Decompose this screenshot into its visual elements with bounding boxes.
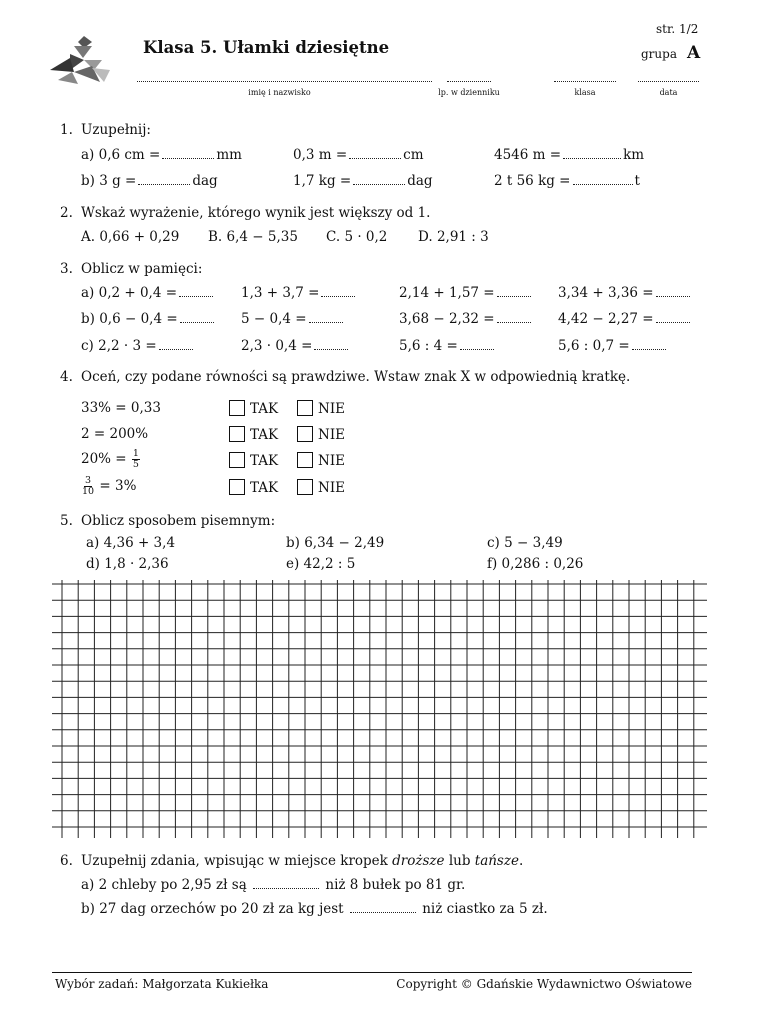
q3-a1: a) 0,2 + 0,4 = [81,285,215,301]
q4-prompt: Oceń, czy podane równości są prawdziwe. Wstaw znak X w odpowiednią kratkę. [81,369,631,385]
q2-option-d[interactable]: D. 2,91 : 3 [418,229,489,245]
q3-c2: 2,3 · 0,4 = [241,338,350,354]
q3-b1: b) 0,6 − 0,4 = [81,311,216,327]
answer-blank[interactable] [309,311,343,323]
q4-equation-3: 20% = $\frac{1}{5}$ [81,448,139,470]
answer-blank[interactable] [563,147,621,159]
q2-option-c[interactable]: C. 5 · 0,2 [326,229,388,245]
number-field-label: lp. w dzienniku [438,88,500,97]
q4-row1-no[interactable]: NIE [297,400,345,417]
q1-a3: 4546 m = km [494,147,645,163]
q1-prompt: Uzupełnij: [81,122,151,138]
answer-blank[interactable] [353,173,405,185]
q3-a4: 3,34 + 3,36 = [558,285,692,301]
page-title: Klasa 5. Ułamki dziesiętne [143,38,390,57]
q3-c3: 5,6 : 4 = [399,338,496,354]
q5-item-f: f) 0,286 : 0,26 [487,556,584,572]
q3-c1: c) 2,2 · 3 = [81,338,195,354]
q1-a1: a) 0,6 cm = mm [81,147,242,163]
q5-item-e: e) 42,2 : 5 [286,556,356,572]
answer-blank[interactable] [350,901,416,913]
class-field-line[interactable] [554,81,616,82]
q3-number: 3. [60,261,73,277]
q3-b4: 4,42 − 2,27 = [558,311,692,327]
q1-number: 1. [60,122,73,138]
q4-equation-1: 33% = 0,33 [81,400,161,416]
q2-option-a[interactable]: A. 0,66 + 0,29 [81,229,180,245]
answer-blank[interactable] [179,285,213,297]
checkbox[interactable] [297,479,313,495]
q4-equation-2: 2 = 200% [81,426,149,442]
q6-sentence-b: b) 27 dag orzechów po 20 zł za kg jest niż ciastko za 5 zł. [81,901,548,917]
q1-b2: 1,7 kg = dag [293,173,433,189]
answer-blank[interactable] [349,147,401,159]
q4-number: 4. [60,369,73,385]
class-field-label: klasa [574,88,596,97]
q2-option-b[interactable]: B. 6,4 − 5,35 [208,229,298,245]
q4-row4-yes[interactable]: TAK [229,479,278,496]
calculation-grid[interactable] [52,580,707,838]
q6-sentence-a: a) 2 chleby po 2,95 zł są niż 8 bułek po 81 gr. [81,877,466,893]
checkbox[interactable] [297,400,313,416]
answer-blank[interactable] [138,173,190,185]
checkbox[interactable] [297,426,313,442]
q4-row4-no[interactable]: NIE [297,479,345,496]
checkbox[interactable] [229,426,245,442]
q3-b3: 3,68 − 2,32 = [399,311,533,327]
q6-prompt: Uzupełnij zdania, wpisując w miejsce kropek droższe lub tańsze. [81,853,524,869]
answer-blank[interactable] [656,285,690,297]
answer-blank[interactable] [180,311,214,323]
q1-a2: 0,3 m = cm [293,147,424,163]
q5-item-d: d) 1,8 · 2,36 [86,556,169,572]
checkbox[interactable] [229,479,245,495]
answer-blank[interactable] [159,338,193,350]
q5-item-a: a) 4,36 + 3,4 [86,535,176,551]
q2-prompt: Wskaż wyrażenie, którego wynik jest większy od 1. [81,205,431,221]
q3-prompt: Oblicz w pamięci: [81,261,203,277]
answer-blank[interactable] [497,285,531,297]
footer-divider [52,972,692,973]
q5-number: 5. [60,513,73,529]
answer-blank[interactable] [253,877,319,889]
q3-c4: 5,6 : 0,7 = [558,338,668,354]
page-number: str. 1/2 [656,22,699,36]
footer-copyright: Copyright © Gdańskie Wydawnictwo Oświatowe [396,977,692,991]
q1-b3: 2 t 56 kg = t [494,173,640,189]
q4-row3-no[interactable]: NIE [297,452,345,469]
q1-b1: b) 3 g = dag [81,173,218,189]
checkbox[interactable] [229,400,245,416]
q4-equation-4: $\frac{3}{10}$ = 3% [82,475,137,497]
group-indicator [641,43,700,63]
date-field-label: data [659,88,678,97]
q2-number: 2. [60,205,73,221]
q4-row3-yes[interactable]: TAK [229,452,278,469]
q4-row1-yes[interactable]: TAK [229,400,278,417]
q3-a2: 1,3 + 3,7 = [241,285,357,301]
answer-blank[interactable] [460,338,494,350]
q3-b2: 5 − 0,4 = [241,311,345,327]
answer-blank[interactable] [314,338,348,350]
checkbox[interactable] [229,452,245,468]
name-field-label: imię i nazwisko [248,88,311,97]
q3-a3: 2,14 + 1,57 = [399,285,533,301]
answer-blank[interactable] [656,311,690,323]
answer-blank[interactable] [632,338,666,350]
footer-author: Wybór zadań: Małgorzata Kukiełka [55,977,269,991]
checkbox[interactable] [297,452,313,468]
publisher-logo [48,32,114,86]
answer-blank[interactable] [573,173,633,185]
date-field-line[interactable] [638,81,699,82]
group-label: grupa [641,47,677,61]
q4-row2-yes[interactable]: TAK [229,426,278,443]
q5-item-c: c) 5 − 3,49 [487,535,563,551]
group-letter: A [686,43,701,63]
q4-row2-no[interactable]: NIE [297,426,345,443]
answer-blank[interactable] [162,147,214,159]
q5-prompt: Oblicz sposobem pisemnym: [81,513,276,529]
number-field-line[interactable] [447,81,491,82]
q5-item-b: b) 6,34 − 2,49 [286,535,385,551]
q6-number: 6. [60,853,73,869]
answer-blank[interactable] [497,311,531,323]
answer-blank[interactable] [321,285,355,297]
name-field-line[interactable] [137,81,432,82]
